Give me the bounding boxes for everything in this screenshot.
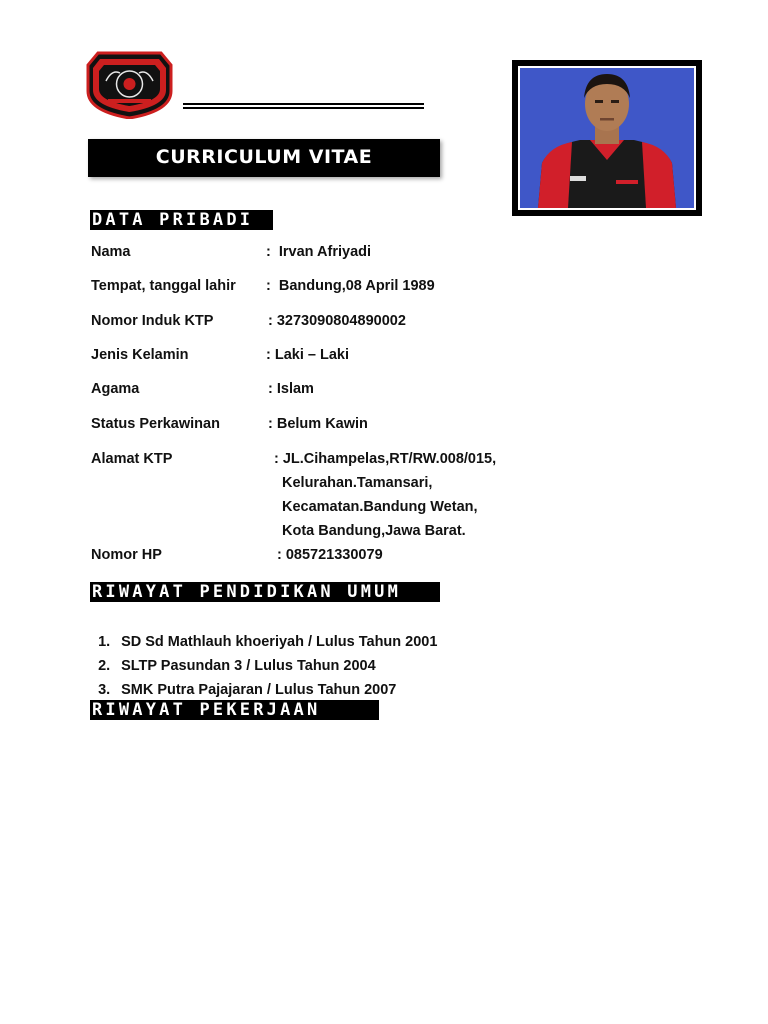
religion-value: : Islam: [268, 381, 314, 397]
gender-value: : Laki – Laki: [266, 347, 350, 363]
header-rule-top: [183, 103, 424, 105]
education-item-number: 3.: [98, 682, 111, 698]
marital-value: : Belum Kawin: [268, 416, 368, 432]
marital-label: Status Perkawinan: [91, 416, 220, 432]
shield-logo: [86, 51, 173, 119]
profile-photo-frame: [512, 60, 702, 216]
cv-title-banner: CURRICULUM VITAE: [88, 139, 440, 177]
section-work-history: RIWAYAT PEKERJAAN: [90, 700, 379, 720]
nik-value: : 3273090804890002: [268, 313, 406, 329]
address-line-1: : JL.Cihampelas,RT/RW.008/015,: [274, 451, 497, 467]
address-line-2: Kelurahan.Tamansari,: [282, 475, 433, 491]
person-portrait-icon: [520, 68, 694, 208]
address-line-4: Kota Bandung,Jawa Barat.: [282, 523, 466, 539]
phone-value: : 085721330079: [277, 547, 383, 563]
name-value: : Irvan Afriyadi: [266, 244, 372, 260]
religion-label: Agama: [91, 381, 140, 397]
education-item-number: 2.: [98, 658, 111, 674]
education-item-text: SMK Putra Pajajaran / Lulus Tahun 2007: [121, 682, 397, 698]
header-rule-bottom: [183, 107, 424, 109]
profile-photo: [518, 66, 696, 210]
education-item: [90, 663, 396, 699]
section-personal-data: DATA PRIBADI: [90, 210, 273, 230]
birth-label: Tempat, tanggal lahir: [91, 278, 236, 294]
birth-value: : Bandung,08 April 1989: [266, 278, 435, 294]
address-label: Alamat KTP: [91, 451, 173, 467]
nik-label: Nomor Induk KTP: [91, 313, 214, 329]
education-item-text: SD Sd Mathlauh khoeriyah / Lulus Tahun 2001: [121, 634, 438, 650]
name-label: Nama: [91, 244, 131, 260]
phone-label: Nomor HP: [91, 547, 162, 563]
education-item-text: SLTP Pasundan 3 / Lulus Tahun 2004: [121, 658, 376, 674]
section-education: RIWAYAT PENDIDIKAN UMUM: [90, 582, 440, 602]
education-item-number: 1.: [98, 634, 111, 650]
address-line-3: Kecamatan.Bandung Wetan,: [282, 499, 478, 515]
gender-label: Jenis Kelamin: [91, 347, 189, 363]
